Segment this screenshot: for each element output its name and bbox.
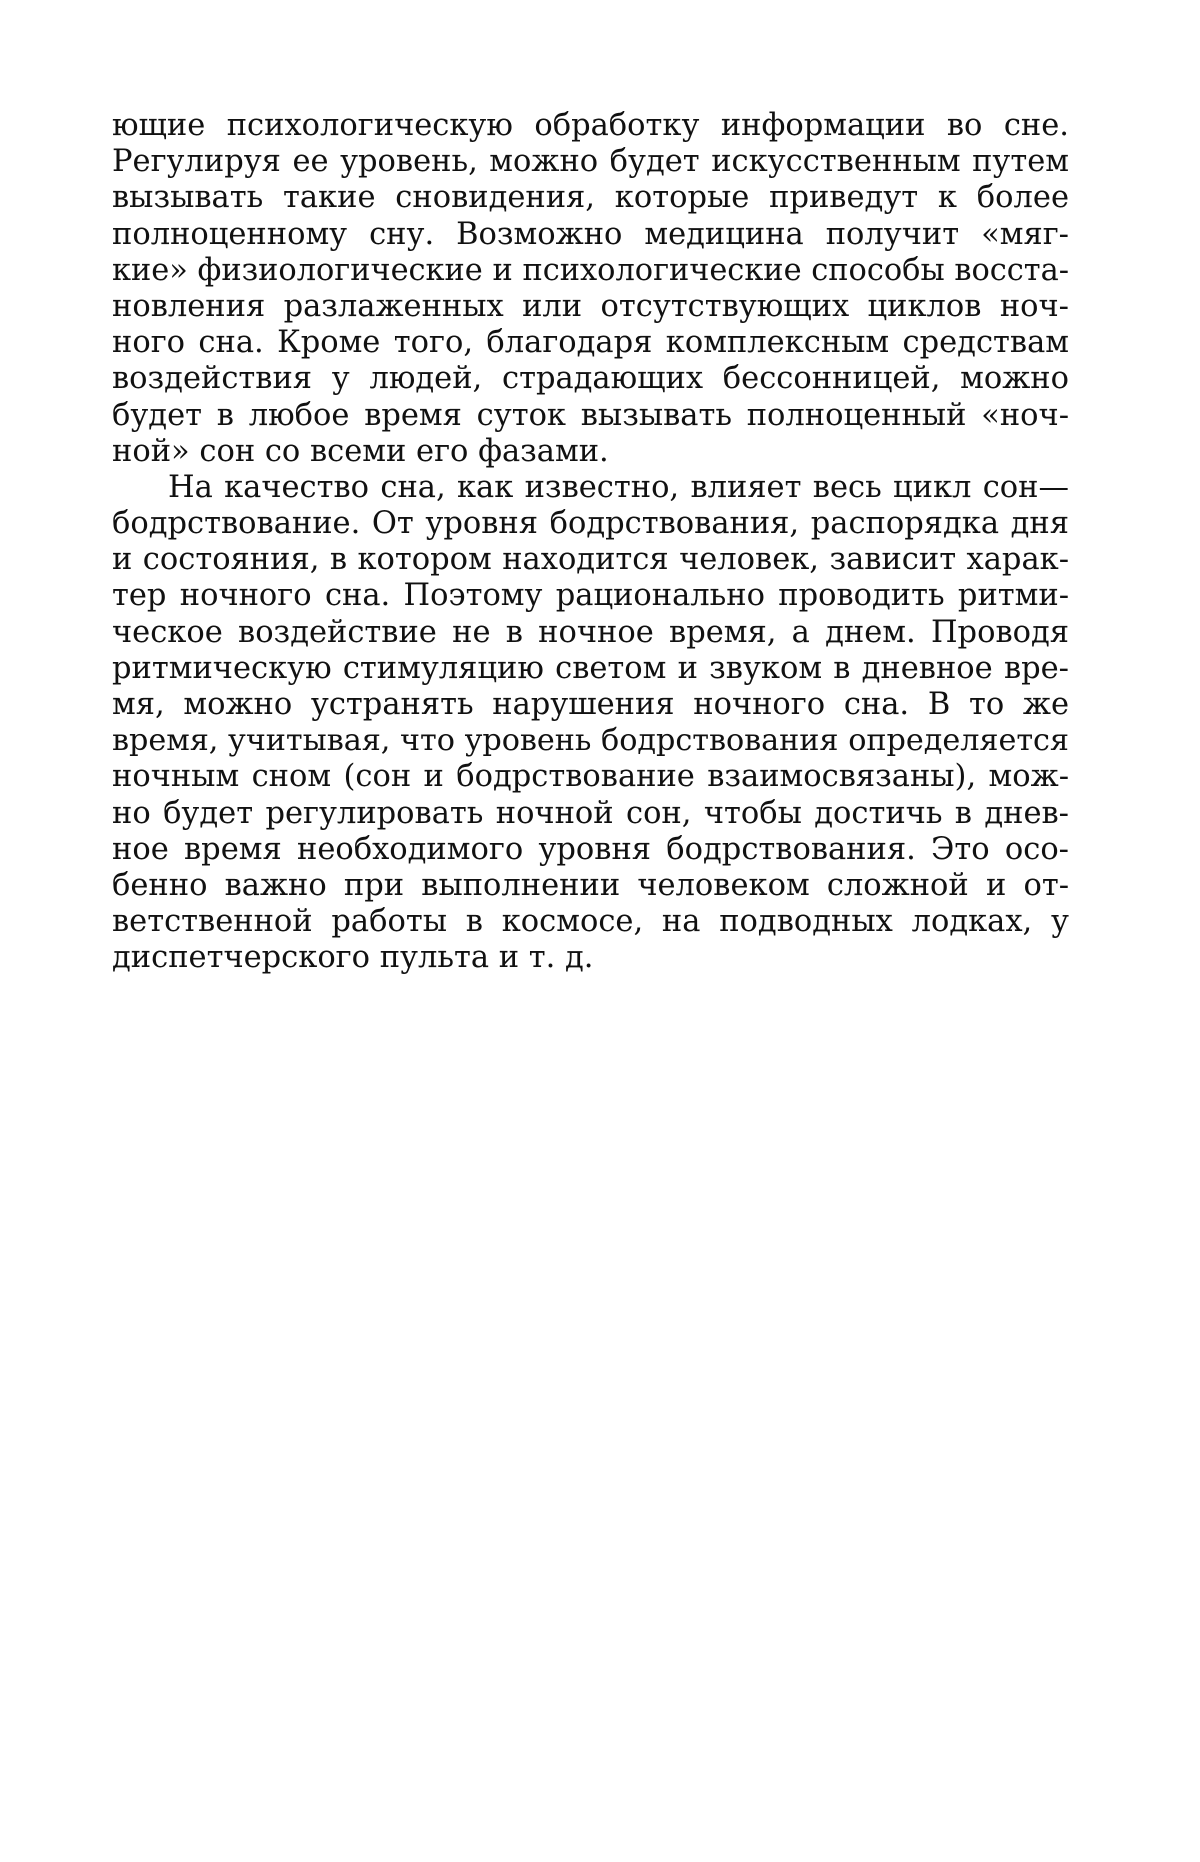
text-line: ночным сном (сон и бодрствование взаимосвязаны), мож-	[112, 759, 1069, 795]
text-line: тер ночного сна. Поэтому рационально проводить ритми-	[112, 578, 1069, 614]
text-line: ритмическую стимуляцию светом и звуком в дневное вре-	[112, 650, 1069, 686]
text-line: будет в любое время суток вызывать полноценный «ноч-	[112, 397, 1069, 433]
text-line: новления разлаженных или отсутствующих циклов ноч-	[112, 288, 1069, 324]
text-line: ное время необходимого уровня бодрствования. Это осо-	[112, 831, 1069, 867]
text-line: мя, можно устранять нарушения ночного сна. В то же	[112, 687, 1069, 722]
text-line: ного сна. Кроме того, благодаря комплексным средствам	[112, 325, 1069, 361]
text-line: ющие психологическую обработку информации во сне.	[112, 108, 1069, 143]
text-line: ной» сон со всеми его фазами.	[112, 433, 609, 469]
text-line: диспетчерского пульта и т. д.	[112, 940, 594, 976]
text-line: ветственной работы в космосе, на подводных лодках, у	[112, 904, 1069, 940]
text-line: кие» физиологические и психологические способы восста-	[112, 252, 1069, 288]
text-line: полноценному сну. Возможно медицина получит «мяг-	[112, 216, 1069, 252]
paragraph-1	[112, 108, 1069, 470]
text-line: бенно важно при выполнении человеком сложной и от-	[112, 867, 1069, 903]
text-line: ческое воздействие не в ночное время, а днем. Проводя	[112, 614, 1069, 650]
paragraph-2	[112, 470, 1069, 977]
text-line: воздействия у людей, страдающих бессонницей, можно	[112, 361, 1069, 397]
text-line: но будет регулировать ночной сон, чтобы достичь в днев-	[112, 795, 1069, 831]
text-line: время, учитывая, что уровень бодрствования определяется	[112, 723, 1069, 759]
text-line: и состояния, в котором находится человек, зависит харак-	[112, 542, 1069, 578]
text-line: На качество сна, как известно, влияет весь цикл сон—	[168, 469, 1069, 505]
text-line: вызывать такие сновидения, которые приведут к более	[112, 180, 1069, 216]
text-line: Регулируя ее уровень, можно будет искусственным путем	[112, 144, 1069, 180]
text-block	[112, 108, 1069, 977]
text-line: бодрствование. От уровня бодрствования, распорядка дня	[112, 506, 1069, 542]
